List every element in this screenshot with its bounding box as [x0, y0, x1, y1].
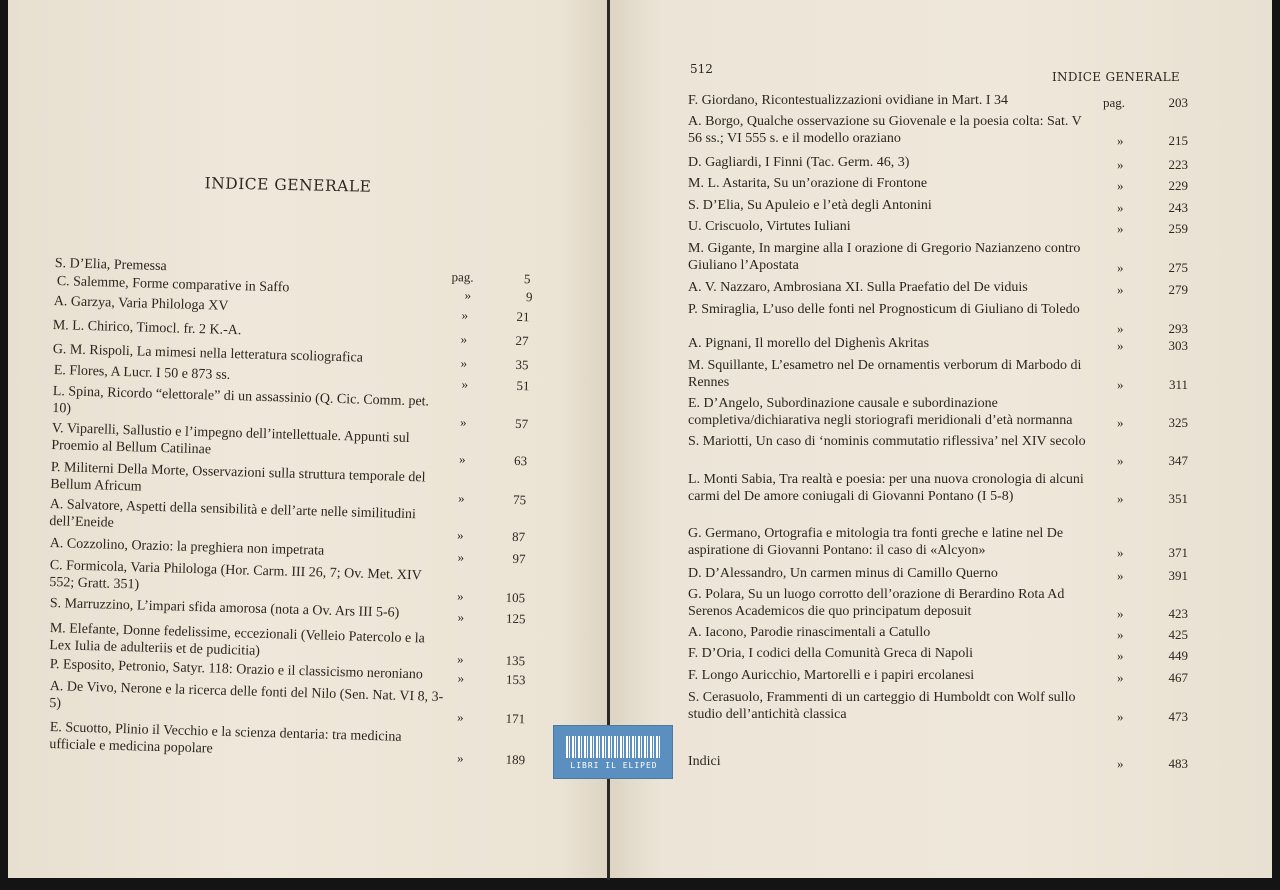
toc-entry-page: 63 — [513, 452, 528, 469]
toc-entry-page: 75 — [512, 491, 527, 508]
toc-entry-separator: » — [1117, 221, 1124, 236]
toc-entry-separator: » — [457, 490, 465, 506]
toc-entry-separator: » — [1117, 756, 1124, 771]
toc-entry-separator: » — [1117, 606, 1124, 621]
toc-entry-separator: » — [1117, 377, 1124, 392]
toc-entry-title: A. V. Nazzaro, Ambrosiana XI. Sulla Praefatio del De viduis — [688, 280, 1028, 295]
toc-entry-separator: » — [1117, 627, 1124, 642]
toc-entry-separator: » — [1117, 338, 1124, 353]
toc-entry-separator: » — [459, 414, 467, 430]
toc-entry-separator: » — [1117, 568, 1124, 583]
toc-entry-title: A. Cozzolino, Orazio: la preghiera non impetrata — [49, 536, 325, 559]
toc-entry-title: A. Borgo, Qualche osservazione su Giovenale e la poesia colta: Sat. V 56 ss.; VI 555 s. e il modello oraziano — [688, 114, 1082, 146]
toc-entry-page: 293 — [1168, 321, 1188, 336]
toc-entry-page: 351 — [1168, 491, 1188, 506]
left-page — [8, 0, 608, 878]
toc-entry-separator: » — [456, 527, 464, 543]
toc-entry-page: 467 — [1168, 670, 1188, 685]
right-page — [610, 0, 1272, 878]
toc-entry-title: V. Viparelli, Sallustio e l’impegno dell’intellettuale. Appunti sul Proemio al Bellum Catilinae — [51, 421, 410, 457]
toc-entry-title: A. De Vivo, Nerone e la ricerca delle fonti del Nilo (Sen. Nat. VI 8, 3-5) — [49, 679, 444, 711]
toc-entry-title: G. M. Rispoli, La mimesi nella letteratura scoliografica — [52, 342, 364, 366]
toc-entry-separator: » — [457, 670, 465, 686]
toc-list-right — [610, 0, 1272, 878]
toc-entry-title: M. Elefante, Donne fedelissime, eccezionali (Velleio Patercolo e la Lex Iulia de adulteriis et de pudicitia) — [49, 621, 425, 659]
toc-entry-separator: » — [457, 549, 465, 565]
toc-entry-separator: » — [456, 588, 464, 604]
toc-entry-title: E. Scuotto, Plinio il Vecchio e la scienza dentaria: tra medicina ufficiale e medicina popolare — [49, 720, 402, 757]
toc-entry-title: G. Polara, Su un luogo corrotto dell’orazione di Berardino Rota Ad Serenos Academicos die quo principatum deposuit — [688, 587, 1065, 619]
toc-entry-page: 87 — [511, 528, 526, 545]
toc-entry-title: M. L. Chirico, Timocl. fr. 2 K.-A. — [52, 318, 242, 339]
toc-entry-page: 215 — [1168, 133, 1188, 148]
toc-entry-title: L. Spina, Ricordo “elettorale” di un assassinio (Q. Cic. Comm. pet. 10) — [52, 384, 430, 417]
toc-entry-page: 171 — [505, 710, 526, 727]
toc-entry-page: 5 — [523, 271, 531, 287]
toc-entry-page: 27 — [515, 332, 529, 349]
toc-entry-title: C. Salemme, Forme comparative in Saffo — [56, 274, 290, 296]
toc-entry-title: P. Smiraglia, L’uso delle fonti nel Prognosticum di Giuliano di Toledo — [688, 302, 1080, 317]
toc-entry-title: F. D’Oria, I codici della Comunità Greca di Napoli — [688, 646, 974, 661]
barcode-label: LIBRI IL ELIPED — [570, 761, 658, 770]
toc-entry-page: 303 — [1168, 338, 1188, 353]
toc-entry-page: 57 — [514, 415, 529, 432]
watermark-barcode — [553, 725, 673, 779]
toc-entry-title: G. Germano, Ortografia e mitologia tra fonti greche e latine nel De aspiratione di Giovanni Pontano: il caso di «Alcyon» — [688, 526, 1064, 558]
toc-entry-title: S. D’Elia, Premessa — [54, 256, 167, 275]
toc-entry-separator: » — [1117, 157, 1124, 172]
toc-entry-page: 425 — [1168, 627, 1188, 642]
toc-entry-title: E. Flores, A Lucr. I 50 e 873 ss. — [53, 363, 231, 383]
toc-entry-page: 311 — [1168, 377, 1188, 392]
toc-entry-page: 153 — [505, 671, 526, 688]
toc-entry-title: Indici — [688, 754, 721, 769]
toc-entry-page: 275 — [1168, 260, 1188, 275]
toc-entry-title: P. Esposito, Petronio, Satyr. 118: Orazio e il classicismo neroniano — [49, 657, 424, 683]
toc-entry-title: S. D’Elia, Su Apuleio e l’età degli Antonini — [688, 198, 932, 213]
toc-entry-title: C. Formicola, Varia Philologa (Hor. Carm. III 26, 7; Ov. Met. XIV 552; Gratt. 351) — [49, 558, 422, 592]
toc-entry-page: 229 — [1168, 178, 1188, 193]
toc-entry-title: D. D’Alessandro, Un carmen minus di Camillo Querno — [688, 566, 998, 581]
toc-entry-separator: » — [456, 709, 464, 725]
toc-entry-page: 243 — [1168, 200, 1188, 215]
toc-entry-title: A. Salvatore, Aspetti della sensibilità e dell’arte nelle similitudini dell’Eneide — [49, 497, 417, 531]
toc-entry-title: A. Iacono, Parodie rinascimentali a Catullo — [688, 625, 931, 640]
toc-entry-separator: » — [458, 451, 466, 467]
toc-entry-title: D. Gagliardi, I Finni (Tac. Germ. 46, 3) — [688, 155, 910, 170]
toc-entry-page: 203 — [1168, 95, 1188, 110]
toc-entry-separator: » — [460, 331, 468, 347]
toc-entry-separator: » — [1117, 282, 1124, 297]
toc-entry-page: 279 — [1168, 282, 1188, 297]
toc-entry-page: 105 — [505, 589, 526, 606]
toc-entry-page: 391 — [1168, 568, 1188, 583]
toc-entry-separator: » — [1117, 453, 1124, 468]
toc-entry-separator: » — [461, 376, 469, 392]
toc-entry-title: E. D’Angelo, Subordinazione causale e subordinazione completiva/dichiarativa negli storiografi meridionali d’età normanna — [688, 396, 1073, 428]
toc-entry-page: 189 — [505, 751, 526, 768]
toc-entry-separator: » — [456, 651, 464, 667]
toc-entry-separator: » — [1117, 415, 1124, 430]
toc-entry-title: U. Criscuolo, Virtutes Iuliani — [688, 219, 851, 234]
toc-entry-title: F. Giordano, Ricontestualizzazioni ovidiane in Mart. I 34 — [688, 93, 1009, 108]
toc-entry-separator: » — [1117, 178, 1124, 193]
toc-entry-separator: » — [1117, 260, 1124, 275]
toc-entry-separator: » — [464, 287, 472, 303]
toc-entry-title: M. L. Astarita, Su un’orazione di Frontone — [688, 176, 928, 191]
toc-entry-page: 423 — [1168, 606, 1188, 621]
toc-entry-title: S. Marruzzino, L’impari sfida amorosa (nota a Ov. Ars III 5-6) — [49, 596, 400, 621]
toc-entry-title: F. Longo Auricchio, Martorelli e i papiri ercolanesi — [688, 668, 975, 683]
toc-entry-separator: » — [457, 609, 465, 625]
toc-entry-page: 223 — [1168, 157, 1188, 172]
toc-entry-title: S. Mariotti, Un caso di ‘nominis commutatio riflessiva’ nel XIV secolo — [688, 434, 1086, 449]
page-title: INDICE GENERALE — [204, 174, 372, 196]
toc-entry-title: P. Militerni Della Morte, Osservazioni sulla struttura temporale del Bellum Africum — [50, 460, 426, 495]
toc-entry-page: 483 — [1168, 756, 1188, 771]
toc-entry-title: S. Cerasuolo, Frammenti di un carteggio di Humboldt con Wolf sullo studio dell’antichità classica — [688, 690, 1076, 722]
toc-entry-separator: » — [1117, 670, 1124, 685]
toc-entry-page: 35 — [515, 356, 529, 373]
toc-entry-page: 135 — [505, 652, 526, 669]
toc-entry-page: 325 — [1168, 415, 1188, 430]
toc-entry-page: 259 — [1168, 221, 1188, 236]
toc-entry-page: 9 — [525, 289, 533, 305]
toc-entry-page: 371 — [1168, 545, 1188, 560]
toc-list-left — [8, 0, 608, 878]
toc-entry-title: M. Gigante, In margine alla I orazione di Gregorio Nazianzeno contro Giuliano l’Apostata — [688, 241, 1081, 273]
toc-entry-separator: » — [1117, 321, 1124, 336]
running-head: INDICE GENERALE — [1052, 70, 1180, 84]
toc-entry-page: 347 — [1168, 453, 1188, 468]
toc-entry-separator: » — [1117, 491, 1124, 506]
toc-entry-page: 21 — [516, 308, 530, 325]
toc-entry-separator: » — [1117, 133, 1124, 148]
toc-entry-separator: » — [461, 307, 469, 323]
toc-entry-separator: » — [1117, 648, 1124, 663]
toc-entry-title: A. Pignani, Il morello del Dighenìs Akritas — [688, 336, 930, 351]
toc-entry-page: 125 — [505, 610, 526, 627]
toc-entry-page: 97 — [512, 550, 526, 567]
toc-entry-title: L. Monti Sabia, Tra realtà e poesia: per una nuova cronologia di alcuni carmi del De amore coniugali di Giovanni Pontano (I 5-8) — [688, 472, 1084, 504]
toc-entry-separator: » — [456, 750, 464, 766]
toc-entry-separator: pag. — [451, 269, 474, 285]
toc-entry-separator: » — [1117, 545, 1124, 560]
toc-entry-title: A. Garzya, Varia Philologa XV — [53, 294, 229, 314]
toc-entry-page: 51 — [516, 377, 530, 394]
toc-entry-separator: » — [460, 355, 468, 371]
toc-entry-page: 473 — [1168, 709, 1188, 724]
toc-entry-page: 449 — [1168, 648, 1188, 663]
page-number: 512 — [690, 62, 713, 76]
toc-entry-separator: pag. — [1103, 95, 1126, 110]
toc-entry-separator: » — [1117, 200, 1124, 215]
toc-entry-separator: » — [1117, 709, 1124, 724]
barcode-icon — [566, 736, 662, 758]
toc-entry-title: M. Squillante, L’esametro nel De ornamentis verborum di Marbodo di Rennes — [688, 358, 1082, 390]
